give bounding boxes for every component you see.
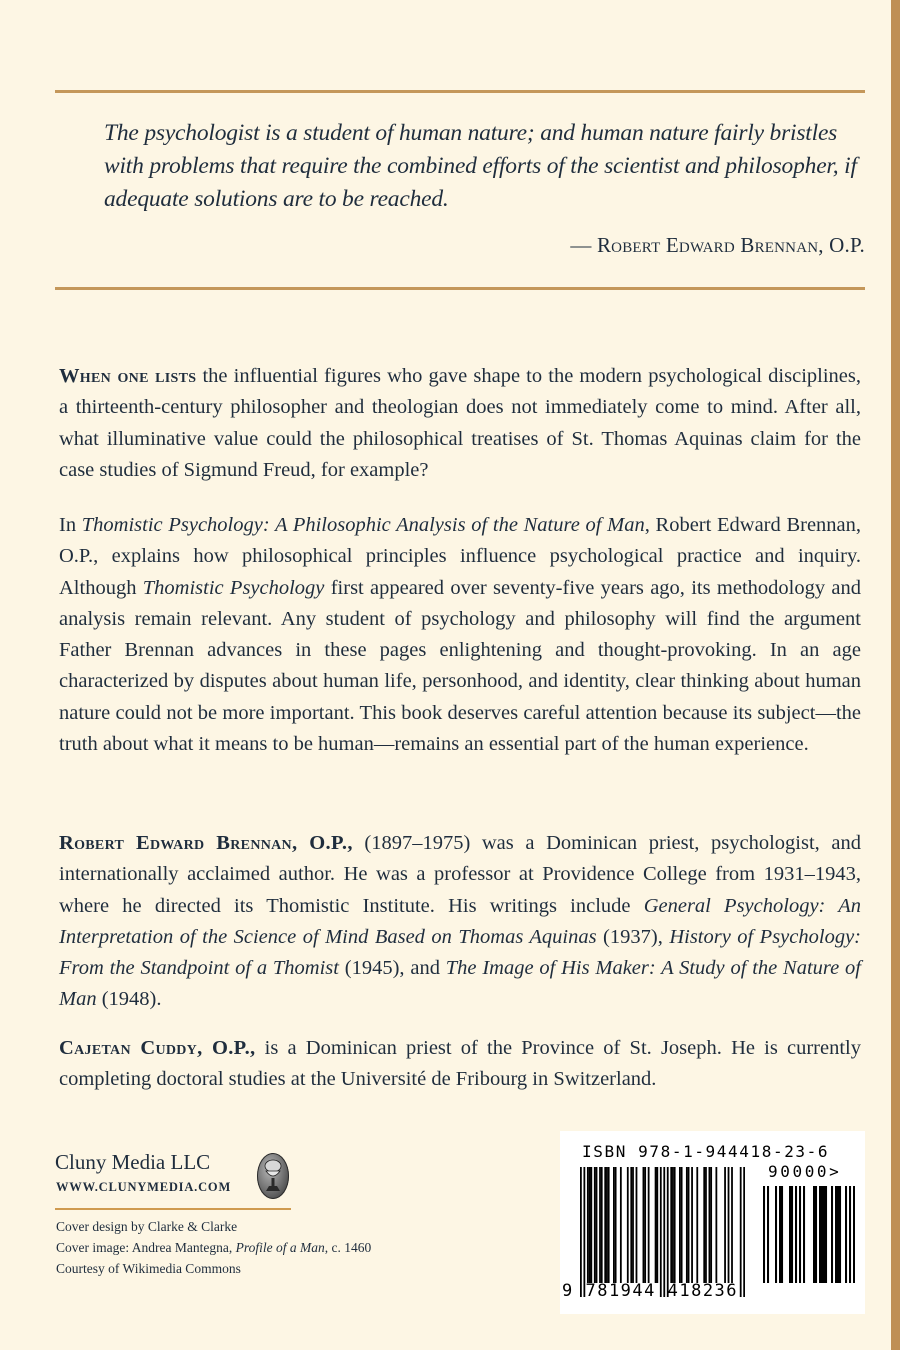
- barcode-bar: [715, 1167, 717, 1283]
- barcode-bar: [632, 1167, 634, 1283]
- attribution-dash: —: [570, 233, 597, 257]
- book-title: Thomistic Psychology: A Philosophic Analysis of the Nature of Man: [81, 514, 645, 536]
- work-title: General Psychology: An Interpretation of the Science of Mind Based on Thomas Aquinas: [59, 894, 861, 948]
- price-code: 90000>: [768, 1162, 842, 1181]
- barcode-bar: [601, 1167, 603, 1283]
- addon-bars: [763, 1186, 855, 1297]
- barcode-bar: [648, 1167, 650, 1283]
- barcode-bar: [795, 1186, 797, 1283]
- publisher-divider: [55, 1208, 291, 1210]
- attribution-name: Robert Edward Brennan, O.P.: [596, 233, 865, 257]
- barcode-bar: [705, 1167, 707, 1283]
- introducer-name: Cajetan Cuddy, O.P.,: [59, 1037, 256, 1059]
- barcode-bar: [643, 1167, 645, 1283]
- barcode-bar: [703, 1167, 705, 1283]
- barcode-bar: [644, 1167, 646, 1283]
- barcode-bar: [791, 1186, 793, 1283]
- barcode-bar: [821, 1186, 823, 1283]
- bio-text: is a Dominican priest of the Province of St. Joseph. He is currently completing doctoral studies at the Université de Fribourg in Switzerland.: [59, 1037, 861, 1091]
- isbn-label: ISBN 978-1-944418-23-6: [582, 1142, 830, 1161]
- barcode-bar: [709, 1167, 711, 1283]
- barcode-bar: [580, 1167, 582, 1297]
- barcode-bar: [627, 1167, 629, 1283]
- barcode-bar: [837, 1186, 839, 1283]
- barcode-bar: [823, 1186, 825, 1283]
- barcode-bar: [849, 1186, 851, 1283]
- barcode-bar: [781, 1186, 783, 1283]
- description-paragraph-1: [59, 361, 861, 486]
- barcode-bar: [656, 1167, 658, 1283]
- bio-text: (1937),: [596, 925, 670, 948]
- artwork-title: Profile of a Man: [235, 1240, 325, 1255]
- barcode-bar: [589, 1167, 591, 1283]
- barcode-bar: [655, 1167, 657, 1283]
- chalice-seal-icon: [257, 1153, 289, 1199]
- paragraph-text: In: [59, 514, 82, 536]
- epigraph-quote: The psychologist is a student of human nature; and human nature fairly bristles with problems that require the combined efforts of the scientist and philosopher, if adequate solutions are to be reached.: [104, 120, 857, 212]
- barcode-bar: [596, 1167, 598, 1283]
- barcode-bar: [831, 1186, 833, 1283]
- barcode-bar: [679, 1167, 681, 1283]
- work-title: The Image of His Maker: A Study of the Nature of Man: [59, 957, 861, 1011]
- bottom-rule: [55, 287, 865, 290]
- barcode-bar: [583, 1167, 585, 1297]
- barcode-bar: [686, 1167, 688, 1283]
- barcode-bar: [724, 1167, 726, 1283]
- barcode-bar: [728, 1167, 730, 1283]
- barcode-bar: [606, 1167, 608, 1283]
- barcode-bar: [670, 1167, 672, 1283]
- work-title: History of Psychology: From the Standpoint of a Thomist: [59, 925, 862, 980]
- bio-text: (1897–1975) was a Dominican priest, psychologist, and internationally acclaimed author. He was a professor at Providence College from 1931–1943, where he directed its Thomistic Institute. His writings include: [59, 832, 862, 917]
- cover-design-credit: Cover design by Clarke & Clarke: [56, 1219, 238, 1234]
- barcode-bar: [672, 1167, 674, 1283]
- cover-image-credit: [56, 1237, 371, 1258]
- book-title: Thomistic Psychology: [142, 576, 325, 599]
- barcode-bar: [710, 1167, 712, 1283]
- barcode-bar: [819, 1186, 821, 1283]
- author-bio: [59, 828, 861, 1016]
- barcode-bar: [667, 1167, 669, 1297]
- barcode-bar: [813, 1186, 815, 1283]
- chalice-icon-graphic: [257, 1153, 289, 1199]
- barcode-bar: [594, 1167, 596, 1283]
- introducer-bio: [59, 1033, 861, 1096]
- barcode-bar: [815, 1186, 817, 1283]
- barcode-bar: [839, 1186, 841, 1283]
- barcode-bar: [691, 1167, 693, 1283]
- barcode-bar: [587, 1167, 589, 1283]
- barcode-bar: [674, 1167, 676, 1283]
- barcode-bar: [613, 1167, 615, 1283]
- isbn-barcode: [560, 1131, 865, 1314]
- credit-text: Cover image: Andrea Mantegna,: [56, 1240, 236, 1255]
- publisher-name: Cluny Media LLC: [55, 1150, 211, 1174]
- barcode-bar: [763, 1186, 765, 1283]
- barcode-bar: [620, 1167, 622, 1283]
- barcode-bar: [825, 1186, 827, 1283]
- barcode-bar: [604, 1167, 606, 1283]
- barcode-bar: [845, 1186, 847, 1283]
- barcode-bar: [590, 1167, 592, 1283]
- lead-in: When one lists: [59, 365, 197, 387]
- barcode-bar: [630, 1167, 632, 1283]
- barcode-bar: [615, 1167, 617, 1283]
- barcode-bar: [803, 1186, 805, 1283]
- courtesy-credit: Courtesy of Wikimedia Commons: [56, 1261, 241, 1276]
- barcode-bar: [779, 1186, 781, 1283]
- author-name: Robert Edward Brennan, O.P.,: [59, 832, 353, 854]
- barcode-bar: [636, 1167, 638, 1283]
- barcode-bar: [696, 1167, 698, 1283]
- barcode-bar: [743, 1167, 745, 1297]
- barcode-bar: [599, 1167, 601, 1283]
- paragraph-text: the influential figures who gave shape to the modern psychological disciplines, a thirteenth-century philosopher and theologian does not immediately come to mind. After all, what illuminative value could the philosophical treatises of St. Thomas Aquinas claim for the case studies of Sigmund Freud, for example?: [59, 365, 861, 481]
- paragraph-text: first appeared over seventy-five years ago, its methodology and analysis remain relevant. Any student of psychology and philosophy will find the argument Father Brennan advances in these pages enlightening and thought-provoking. In an age characterized by disputes about human life, personhood, and identity, clear thinking about human nature could not be more important. This book deserves careful attention because its subject—the truth about what it means to be human—remains an essential part of the human experience.: [59, 576, 861, 756]
- ean-digits: 9 781944 418236: [562, 1281, 739, 1301]
- bio-text: (1945), and: [338, 957, 446, 980]
- barcode-bar: [853, 1186, 855, 1283]
- publisher-url: WWW.CLUNYMEDIA.COM: [56, 1180, 232, 1194]
- barcode-bar: [663, 1167, 665, 1297]
- top-rule: [55, 90, 865, 93]
- barcode-bar: [799, 1186, 801, 1283]
- barcode-bar: [835, 1186, 837, 1283]
- barcode-bar: [688, 1167, 690, 1283]
- barcode-bar: [608, 1167, 610, 1283]
- barcode-bar: [660, 1167, 662, 1297]
- barcode-bar: [740, 1167, 742, 1297]
- barcode-bar: [767, 1186, 769, 1283]
- paragraph-text: , Robert Edward Brennan, O.P., explains how philosophical principles influence psychological practice and inquiry. Although: [59, 514, 862, 599]
- credit-text: , c. 1460: [324, 1240, 372, 1255]
- barcode-bar: [731, 1167, 733, 1283]
- barcode-bar: [775, 1186, 777, 1283]
- barcode-bar: [681, 1167, 683, 1283]
- spine-edge-strip: [891, 0, 900, 1350]
- barcode-bar: [789, 1186, 791, 1283]
- bio-text: (1948).: [96, 988, 162, 1011]
- epigraph-attribution: [570, 233, 865, 258]
- description-paragraph-2: [59, 510, 861, 760]
- ean13-bars: [580, 1167, 745, 1297]
